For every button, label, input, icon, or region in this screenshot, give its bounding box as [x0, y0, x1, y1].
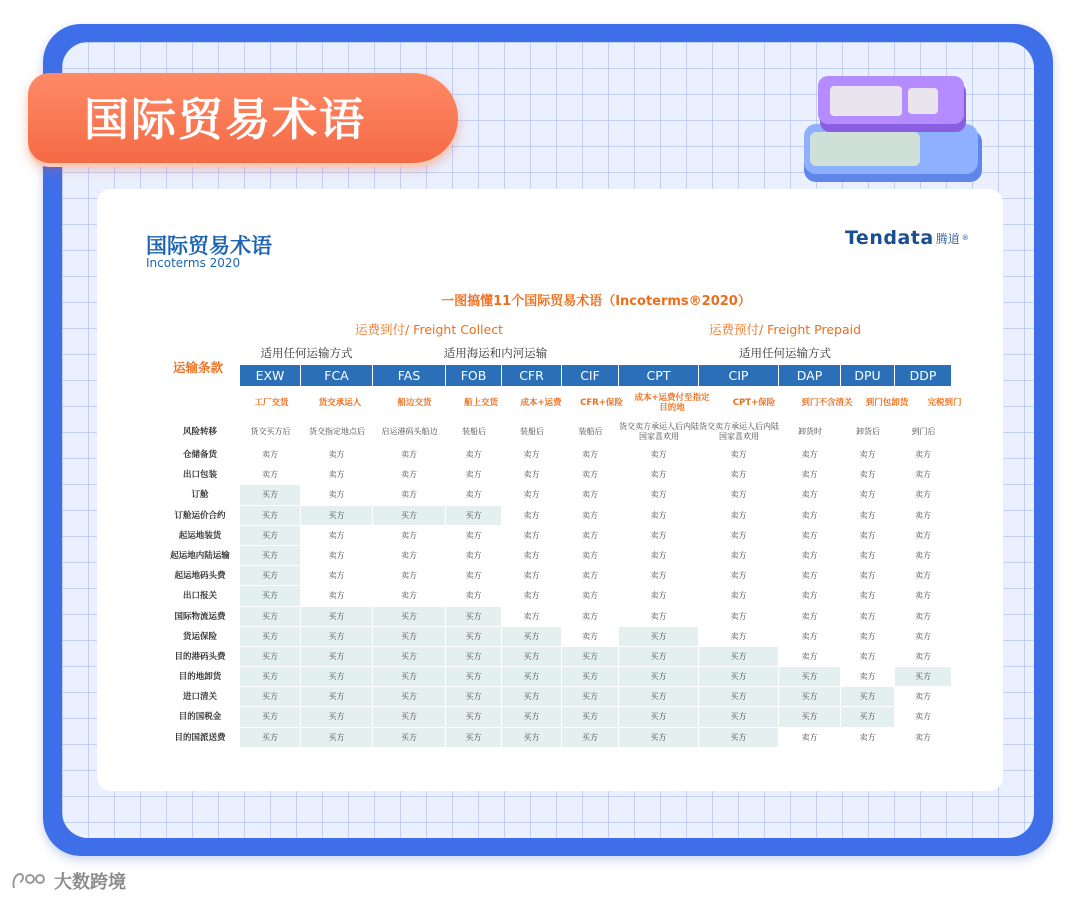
table-cell: 卖方 [502, 607, 562, 626]
table-cell: 卖方 [301, 465, 373, 484]
table-cell: 卖方 [301, 526, 373, 545]
table-cell: 买方 [373, 607, 446, 626]
row-label: 出口包装 [182, 470, 217, 481]
row-label: 订舱 [191, 490, 209, 501]
table-cell: 卖方 [373, 546, 446, 565]
table-cell: 买方 [373, 707, 446, 726]
table-cell: 买方 [779, 687, 841, 706]
table-cell: 卖方 [562, 627, 619, 646]
table-cell: 卖方 [841, 546, 895, 565]
table-row [160, 566, 952, 586]
table-cell: 卖方 [373, 445, 446, 464]
table-cell: 卖方 [699, 526, 779, 545]
term-desc-dpu: 到门包卸货 [865, 398, 909, 408]
risk-cell: 货交卖方承运人后内陆国家喜欢用 [699, 421, 779, 441]
table-cell: 卖方 [301, 546, 373, 565]
risk-cell: 卸货时 [798, 426, 822, 436]
table-cell: 买方 [446, 627, 502, 646]
risk-cell: 装船后 [462, 426, 486, 436]
table-cell: 卖方 [699, 485, 779, 504]
table-cell: 买方 [502, 728, 562, 747]
table-cell: 卖方 [841, 586, 895, 605]
table-cell: 买方 [779, 667, 841, 686]
table-cell: 卖方 [841, 506, 895, 525]
table-cell: 卖方 [841, 485, 895, 504]
term-desc-fca: 货交承运人 [318, 398, 362, 408]
row-label: 仓储备货 [182, 450, 217, 460]
table-cell: 买方 [895, 667, 952, 686]
table-cell: 卖方 [446, 445, 502, 464]
term-fas: FAS [373, 365, 446, 386]
table-cell: 卖方 [619, 566, 699, 585]
table-cell: 卖方 [895, 546, 952, 565]
table-cell: 卖方 [895, 607, 952, 626]
table-cell: 卖方 [841, 647, 895, 666]
table-cell: 买方 [699, 667, 779, 686]
row-label: 风险转移 [182, 427, 217, 437]
table-cell: 卖方 [841, 627, 895, 646]
table-cell: 卖方 [895, 485, 952, 504]
table-cell: 买方 [240, 546, 301, 565]
table-cell: 买方 [502, 647, 562, 666]
table-cell: 买方 [301, 627, 373, 646]
table-cell: 买方 [502, 687, 562, 706]
group-freight-collect: 运费到付/ Freight Collect [354, 322, 503, 337]
table-cell: 卖方 [841, 607, 895, 626]
table-cell: 买方 [619, 707, 699, 726]
table-row [160, 627, 952, 647]
table-cell: 卖方 [895, 687, 952, 706]
table-cell: 卖方 [502, 465, 562, 484]
table-row [160, 526, 952, 546]
table-cell: 买方 [240, 647, 301, 666]
table-cell: 卖方 [895, 566, 952, 585]
table-cell: 卖方 [502, 566, 562, 585]
table-cell: 卖方 [895, 445, 952, 464]
table-cell: 买方 [373, 506, 446, 525]
table-cell: 卖方 [301, 485, 373, 504]
table-cell: 卖方 [240, 465, 301, 484]
books-icon [800, 72, 990, 192]
table-cell: 卖方 [562, 586, 619, 605]
table-row [160, 607, 952, 627]
table-cell: 卖方 [502, 526, 562, 545]
logo-cn: 腾道 [935, 231, 960, 246]
table-cell: 卖方 [699, 607, 779, 626]
table-cell: 买方 [619, 647, 699, 666]
mode-any-1: 适用任何运输方式 [260, 346, 353, 360]
table-cell: 卖方 [502, 546, 562, 565]
risk-cell: 货交卖方承运人后内陆国家喜欢用 [619, 421, 699, 441]
table-cell: 卖方 [446, 526, 502, 545]
table-cell: 卖方 [895, 506, 952, 525]
rows-header: 运输条款 [172, 360, 223, 375]
table-row [160, 485, 952, 505]
table-cell: 买方 [562, 707, 619, 726]
table-cell: 买方 [562, 647, 619, 666]
row-label: 目的港码头费 [174, 651, 226, 662]
table-cell: 买方 [446, 728, 502, 747]
term-dpu: DPU [841, 365, 895, 386]
table-cell: 卖方 [619, 485, 699, 504]
table-cell: 卖方 [779, 526, 841, 545]
table-cell: 卖方 [779, 546, 841, 565]
table-cell: 卖方 [841, 728, 895, 747]
term-code-row [240, 365, 952, 386]
table-cell: 卖方 [841, 465, 895, 484]
tendata-logo [845, 225, 969, 251]
row-label: 起运地装货 [178, 530, 222, 541]
table-row [160, 687, 952, 707]
table-cell: 卖方 [779, 728, 841, 747]
term-desc-fob: 船上交货 [463, 398, 498, 408]
term-desc-cip: CPT+保险 [732, 398, 776, 408]
table-cell: 卖方 [699, 627, 779, 646]
table-cell: 买方 [373, 728, 446, 747]
table-cell: 卖方 [562, 566, 619, 585]
table-cell: 卖方 [562, 526, 619, 545]
table-cell: 卖方 [502, 506, 562, 525]
table-cell: 买方 [619, 667, 699, 686]
table-cell: 卖方 [841, 667, 895, 686]
table-cell: 卖方 [895, 647, 952, 666]
table-cell: 买方 [373, 647, 446, 666]
table-cell: 买方 [240, 667, 301, 686]
table-cell: 卖方 [779, 607, 841, 626]
row-label: 订舱运价合约 [174, 510, 226, 521]
table-cell: 卖方 [895, 586, 952, 605]
table-cell: 买方 [699, 707, 779, 726]
risk-cell: 货交指定地点后 [309, 426, 365, 436]
table-cell: 买方 [301, 687, 373, 706]
table-cell: 买方 [240, 485, 301, 504]
table-cell: 卖方 [895, 728, 952, 747]
footer-brand-text: 大数跨境 [54, 872, 126, 893]
table-cell: 卖方 [562, 506, 619, 525]
mode-sea: 适用海运和内河运输 [443, 346, 548, 360]
table-cell: 买方 [240, 506, 301, 525]
term-dap: DAP [779, 365, 841, 386]
table-cell: 买方 [240, 607, 301, 626]
table-cell: 卖方 [699, 566, 779, 585]
row-label: 进口清关 [182, 692, 217, 703]
table-cell: 卖方 [502, 445, 562, 464]
table-cell: 买方 [301, 667, 373, 686]
table-row [160, 465, 952, 485]
row-label: 起运地码头费 [174, 571, 226, 582]
risk-cell: 货交买方后 [250, 426, 291, 436]
banner-title: 国际贸易术语 [84, 93, 367, 146]
table-cell: 卖方 [779, 566, 841, 585]
table-cell: 卖方 [619, 526, 699, 545]
table-cell: 买方 [240, 707, 301, 726]
table-cell: 卖方 [446, 465, 502, 484]
table-cell: 卖方 [562, 607, 619, 626]
table-cell: 买方 [841, 687, 895, 706]
table-cell: 卖方 [562, 546, 619, 565]
table-cell: 卖方 [373, 526, 446, 545]
table-cell: 卖方 [841, 445, 895, 464]
table-cell: 买方 [373, 687, 446, 706]
table-cell: 买方 [502, 667, 562, 686]
table-cell: 卖方 [895, 526, 952, 545]
term-desc-cfr: 成本+运费 [520, 398, 562, 408]
table-cell: 卖方 [699, 445, 779, 464]
table-row [160, 707, 952, 727]
table-row [160, 445, 952, 465]
table-row [160, 546, 952, 566]
table-cell: 卖方 [619, 506, 699, 525]
table-cell: 卖方 [619, 465, 699, 484]
row-label: 目的国派送费 [174, 732, 226, 743]
term-cif: CIF [562, 365, 619, 386]
table-cell: 卖方 [779, 586, 841, 605]
table-cell: 买方 [699, 728, 779, 747]
table-row [160, 506, 952, 526]
table-cell: 买方 [240, 586, 301, 605]
row-label: 目的国税金 [178, 712, 222, 723]
responsibility-table [160, 419, 952, 748]
table-cell: 买方 [619, 687, 699, 706]
term-desc-cif: CFR+保险 [580, 398, 623, 408]
table-cell: 卖方 [446, 485, 502, 504]
table-cell: 卖方 [619, 445, 699, 464]
footer-brand [10, 868, 126, 894]
term-fca: FCA [301, 365, 373, 386]
table-cell: 卖方 [895, 627, 952, 646]
table-cell: 买方 [301, 647, 373, 666]
table-cell: 买方 [841, 707, 895, 726]
table-cell: 买方 [562, 687, 619, 706]
table-cell: 卖方 [779, 627, 841, 646]
risk-cell: 装船后 [520, 426, 544, 436]
term-exw: EXW [240, 365, 301, 386]
table-cell: 买方 [301, 607, 373, 626]
table-row [160, 586, 952, 606]
table-cell: 买方 [446, 687, 502, 706]
table-cell: 买方 [562, 667, 619, 686]
table-cell: 卖方 [841, 526, 895, 545]
table-cell: 买方 [240, 566, 301, 585]
risk-cell: 启运港码头船边 [381, 426, 438, 436]
logo-mark: ® [961, 234, 969, 242]
table-cell: 卖方 [373, 566, 446, 585]
table-cell: 买方 [240, 526, 301, 545]
row-label: 货运保险 [182, 631, 217, 642]
table-cell: 买方 [373, 627, 446, 646]
table-cell: 买方 [502, 707, 562, 726]
table-cell: 买方 [446, 707, 502, 726]
row-label: 国际物流运费 [174, 611, 226, 622]
term-ddp: DDP [895, 365, 952, 386]
term-desc-dap: 到门不含清关 [801, 398, 853, 408]
term-cip: CIP [699, 365, 779, 386]
table-cell: 卖方 [502, 586, 562, 605]
table-cell: 买方 [301, 506, 373, 525]
table-cell: 卖方 [699, 586, 779, 605]
table-cell: 卖方 [562, 445, 619, 464]
table-row [160, 667, 952, 687]
table-cell: 卖方 [699, 465, 779, 484]
table-cell: 卖方 [301, 445, 373, 464]
risk-cell: 到门后 [911, 426, 936, 436]
term-cpt: CPT [619, 365, 699, 386]
table-cell: 卖方 [373, 586, 446, 605]
table-cell: 卖方 [779, 445, 841, 464]
term-desc-cpt: 成本+运费付至指定目的地 [634, 393, 710, 413]
table-cell: 卖方 [446, 586, 502, 605]
table-cell: 买方 [301, 707, 373, 726]
term-cfr: CFR [502, 365, 562, 386]
table-cell: 买方 [699, 647, 779, 666]
term-desc-ddp: 完税到门 [927, 398, 962, 408]
table-cell: 卖方 [373, 465, 446, 484]
table-cell: 卖方 [562, 465, 619, 484]
table-cell: 买方 [446, 607, 502, 626]
table-cell: 卖方 [502, 485, 562, 504]
table-cell: 买方 [502, 627, 562, 646]
table-cell: 买方 [562, 728, 619, 747]
table-cell: 卖方 [779, 647, 841, 666]
logo-main: Tendata [845, 227, 934, 249]
table-cell: 卖方 [841, 566, 895, 585]
table-row-risk [160, 419, 952, 445]
card-title: 国际贸易术语 [146, 234, 272, 258]
row-label: 出口报关 [182, 591, 217, 602]
table-cell: 买方 [240, 728, 301, 747]
mode-any-2: 适用任何运输方式 [739, 346, 831, 360]
term-desc-row [240, 390, 974, 416]
table-cell: 卖方 [562, 485, 619, 504]
table-cell: 买方 [373, 667, 446, 686]
table-cell: 买方 [446, 667, 502, 686]
table-cell: 卖方 [895, 707, 952, 726]
table-cell: 卖方 [301, 586, 373, 605]
table-row [160, 728, 952, 748]
table-cell: 卖方 [446, 546, 502, 565]
term-desc-exw: 工厂交货 [254, 398, 289, 408]
table-cell: 卖方 [779, 506, 841, 525]
table-cell: 买方 [240, 627, 301, 646]
table-cell: 卖方 [779, 465, 841, 484]
table-cell: 卖方 [240, 445, 301, 464]
brand-icon [10, 870, 50, 892]
table-cell: 买方 [619, 728, 699, 747]
table-row [160, 647, 952, 667]
table-cell: 卖方 [895, 465, 952, 484]
chart-title: 一图搞懂11个国际贸易术语（Incoterms®2020） [441, 294, 751, 309]
table-cell: 买方 [240, 687, 301, 706]
row-label: 目的地卸货 [178, 672, 222, 683]
risk-cell: 装船后 [578, 426, 603, 436]
table-cell: 买方 [446, 647, 502, 666]
table-cell: 卖方 [446, 566, 502, 585]
table-cell: 卖方 [301, 566, 373, 585]
risk-cell: 卸货后 [856, 426, 880, 436]
table-cell: 买方 [699, 687, 779, 706]
table-cell: 卖方 [619, 607, 699, 626]
table-cell: 卖方 [779, 485, 841, 504]
table-cell: 卖方 [373, 485, 446, 504]
table-cell: 买方 [446, 506, 502, 525]
table-cell: 卖方 [619, 586, 699, 605]
table-cell: 卖方 [699, 546, 779, 565]
term-fob: FOB [446, 365, 502, 386]
table-cell: 卖方 [699, 506, 779, 525]
group-freight-prepaid: 运费预付/ Freight Prepaid [708, 322, 862, 337]
term-desc-fas: 船边交货 [397, 398, 432, 408]
table-cell: 买方 [779, 707, 841, 726]
row-label: 起运地内陆运输 [170, 550, 230, 561]
table-cell: 买方 [301, 728, 373, 747]
card-subtitle: Incoterms 2020 [146, 256, 241, 270]
table-cell: 买方 [619, 627, 699, 646]
table-cell: 卖方 [619, 546, 699, 565]
